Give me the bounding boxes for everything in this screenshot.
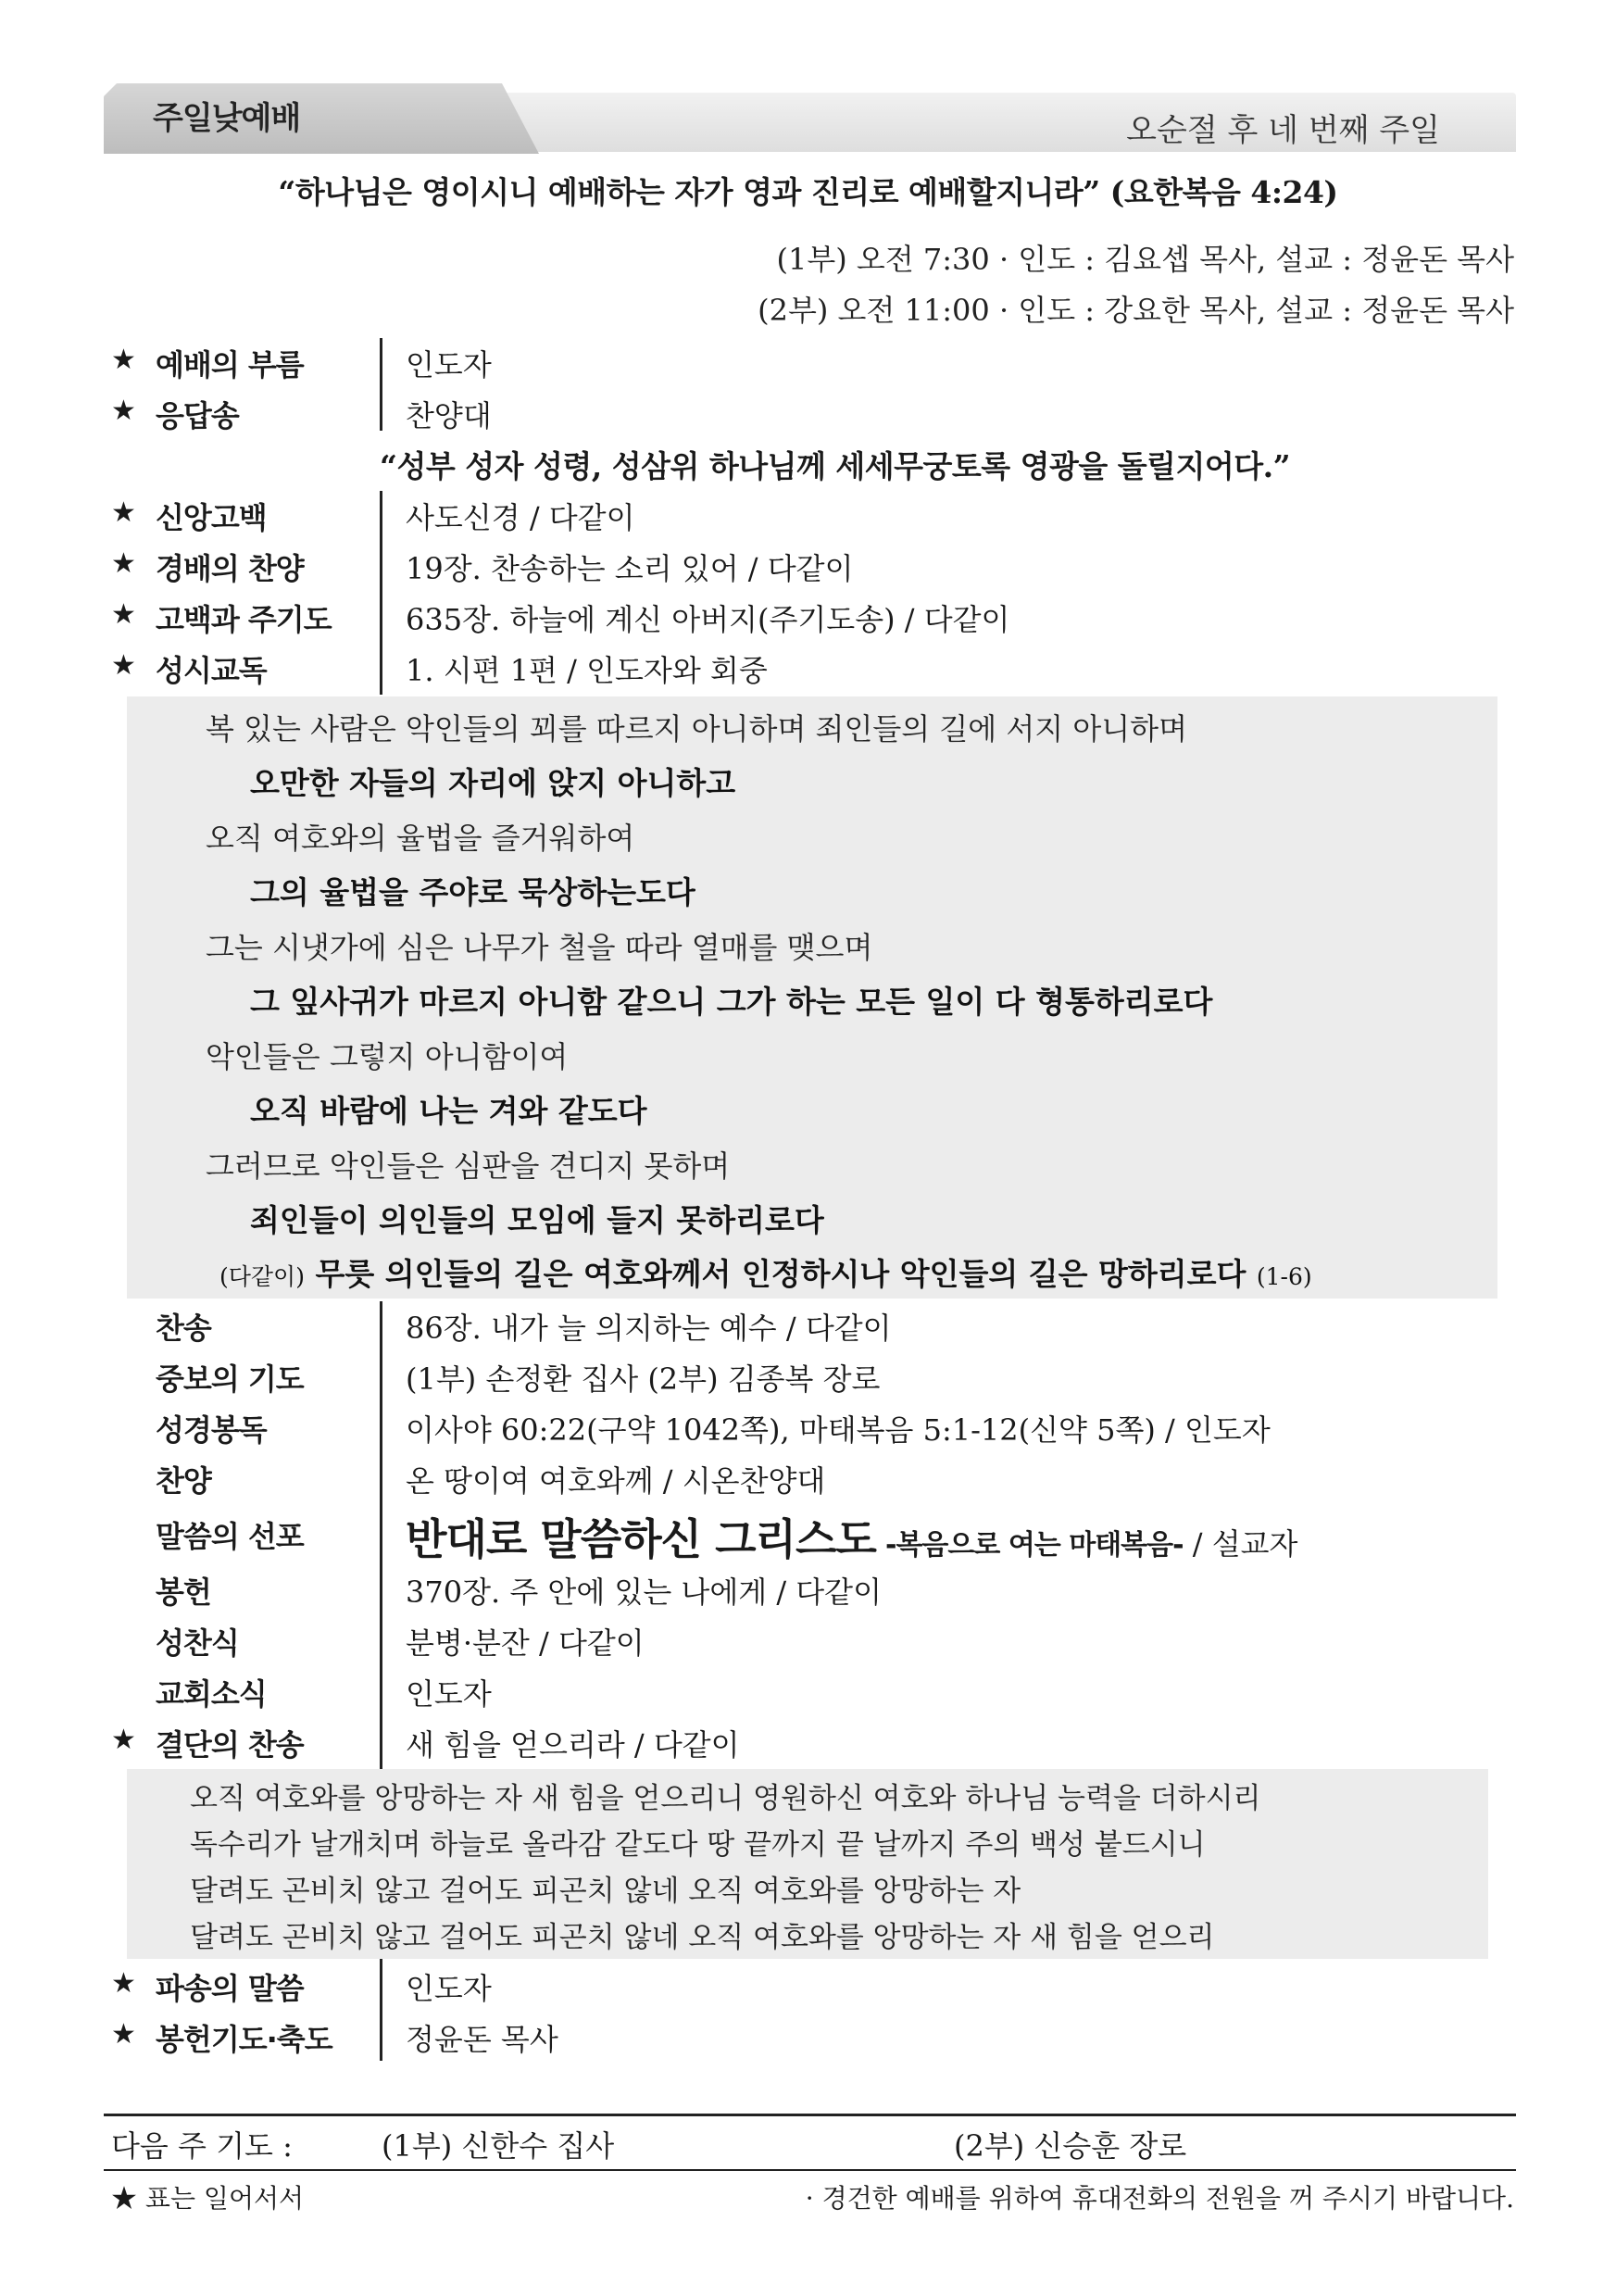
psalm-line-congregation: 죄인들이 의인들의 모임에 들지 못하리로다 <box>250 1202 824 1238</box>
service-title: 주일낮예배 <box>153 100 301 137</box>
sermon-title: 반대로 말씀하신 그리스도 <box>406 1514 876 1564</box>
order-value: 1. 시편 1편 / 인도자와 회중 <box>406 653 768 688</box>
service-time-first: (1부) 오전 7:30 · 인도 : 김요셉 목사, 설교 : 정윤돈 목사 <box>776 242 1514 277</box>
standing-star-icon: ★ <box>111 2018 136 2051</box>
order-value: 온 땅이여 여호와께 / 시온찬양대 <box>406 1463 826 1499</box>
order-resolution-hymn <box>111 1718 1500 1768</box>
psalm-reference: (1-6) <box>1256 1263 1312 1290</box>
order-value <box>406 1506 1297 1567</box>
order-label: 응답송 <box>156 398 239 433</box>
standing-note: ★ 표는 일어서서 <box>111 2183 305 2214</box>
order-label: 성시교독 <box>156 653 267 688</box>
order-value: 인도자 <box>406 1971 492 2006</box>
order-label: 파송의 말씀 <box>156 1971 304 2006</box>
order-value: 635장. 하늘에 계신 아버지(주기도송) / 다같이 <box>406 602 1010 637</box>
order-label: 성경봉독 <box>156 1412 267 1448</box>
standing-star-icon: ★ <box>111 1967 136 2000</box>
psalm-line-leader: 그는 시냇가에 심은 나무가 철을 따라 열매를 맺으며 <box>206 930 873 965</box>
sermon-preacher: / 설교자 <box>1192 1526 1298 1562</box>
next-week-prayer-second: (2부) 신승훈 장로 <box>954 2128 1187 2164</box>
psalm-line-congregation: 오만한 자들의 자리에 앉지 아니하고 <box>250 765 736 801</box>
order-label: 결단의 찬송 <box>156 1727 304 1763</box>
hymn-lyric-line: 달려도 곤비치 않고 걸어도 피곤치 않네 오직 여호와를 앙망하는 자 새 힘을 얻으리 <box>190 1921 1215 1954</box>
psalm-line-leader: 복 있는 사람은 악인들의 꾀를 따르지 아니하며 죄인들의 길에 서지 아니하며 <box>206 711 1187 747</box>
order-hymn <box>111 1301 1500 1351</box>
sermon-subtitle: -복음으로 여는 마태복음- <box>885 1529 1184 1562</box>
order-value: 인도자 <box>406 347 492 383</box>
standing-star-icon: ★ <box>111 547 136 580</box>
order-value: 새 힘을 얻으리라 / 다같이 <box>406 1727 740 1763</box>
psalm-all-prefix: (다같이) <box>219 1263 305 1290</box>
order-label: 중보의 기도 <box>156 1361 304 1397</box>
psalm-line-congregation: 그 잎사귀가 마르지 아니함 같으니 그가 하는 모든 일이 다 형통하리로다 <box>250 984 1213 1020</box>
order-label: 경배의 찬양 <box>156 551 304 586</box>
standing-star-icon: ★ <box>111 1724 136 1756</box>
order-label: 고백과 주기도 <box>156 602 332 637</box>
theme-verse: “하나님은 영이시니 예배하는 자가 영과 진리로 예배할지니라” (요한복음 4:24) <box>278 174 1338 210</box>
standing-star-icon: ★ <box>111 598 136 631</box>
order-sermon <box>111 1510 1500 1564</box>
hymn-lyric-line: 독수리가 날개치며 하늘로 올라감 같도다 땅 끝까지 끝 날까지 주의 백성 붙드시니 <box>190 1828 1206 1862</box>
order-sending <box>111 1962 1500 2012</box>
next-week-prayer-label: 다음 주 기도 : <box>111 2128 293 2164</box>
order-label: 찬양 <box>156 1463 211 1499</box>
next-week-prayer-first: (1부) 신한수 집사 <box>382 2128 615 2164</box>
order-value: (1부) 손정환 집사 (2부) 김종복 장로 <box>406 1361 881 1397</box>
order-creed <box>111 491 1500 541</box>
doxology-text: “성부 성자 성령, 성삼위 하나님께 세세무궁토록 영광을 돌릴지어다.” <box>380 448 1291 484</box>
standing-star-icon: ★ <box>111 344 136 376</box>
phone-notice: · 경건한 예배를 위하여 휴대전화의 전원을 꺼 주시기 바랍니다. <box>805 2183 1514 2214</box>
order-value: 분병·분잔 / 다같이 <box>406 1625 645 1661</box>
order-value: 인도자 <box>406 1676 492 1712</box>
service-time-second: (2부) 오전 11:00 · 인도 : 강요한 목사, 설교 : 정윤돈 목사 <box>758 293 1514 328</box>
liturgical-week: 오순절 후 네 번째 주일 <box>1126 112 1440 149</box>
psalm-line-leader: 오직 여호와의 율법을 즐거워하여 <box>206 821 635 856</box>
order-response <box>111 389 1500 439</box>
order-call-to-worship <box>111 338 1500 388</box>
order-label: 봉헌기도·축도 <box>156 2022 332 2057</box>
order-value: 사도신경 / 다같이 <box>406 500 635 535</box>
order-value: 370장. 주 안에 있는 나에게 / 다같이 <box>406 1575 883 1610</box>
order-value: 찬양대 <box>406 398 492 433</box>
psalm-all-text: 무릇 의인들의 길은 여호와께서 인정하시나 악인들의 길은 망하리로다 <box>315 1256 1246 1292</box>
order-intercession <box>111 1352 1500 1402</box>
order-value: 정윤돈 목사 <box>406 2022 558 2057</box>
psalm-line-congregation: 그의 율법을 주야로 묵상하는도다 <box>250 874 695 910</box>
order-label: 성찬식 <box>156 1625 239 1661</box>
order-value: 86장. 내가 늘 의지하는 예수 / 다같이 <box>406 1311 892 1346</box>
psalm-line-leader: 그러므로 악인들은 심판을 견디지 못하며 <box>206 1148 731 1184</box>
footer-rule-bottom <box>104 2169 1516 2171</box>
psalm-line-leader: 악인들은 그렇지 아니함이여 <box>206 1039 569 1074</box>
order-benediction <box>111 2013 1500 2063</box>
order-label: 말씀의 선포 <box>156 1519 304 1554</box>
order-label: 찬송 <box>156 1311 211 1346</box>
hymn-lyric-line: 오직 여호와를 앙망하는 자 새 힘을 얻으리니 영원하신 여호와 하나님 능력을 더하시리 <box>190 1782 1261 1815</box>
psalm-line-congregation: 오직 바람에 나는 겨와 같도다 <box>250 1093 647 1129</box>
footer-rule-top <box>104 2114 1516 2116</box>
order-anthem <box>111 1454 1500 1504</box>
order-value: 19장. 찬송하는 소리 있어 / 다같이 <box>406 551 854 586</box>
order-label: 예배의 부름 <box>156 347 304 383</box>
order-label: 신앙고백 <box>156 500 267 535</box>
order-responsive-reading <box>111 644 1500 694</box>
hymn-lyric-line: 달려도 곤비치 않고 걸어도 피곤치 않네 오직 여호와를 앙망하는 자 <box>190 1875 1021 1908</box>
order-praise <box>111 542 1500 592</box>
order-label: 교회소식 <box>156 1676 267 1712</box>
order-communion <box>111 1616 1500 1666</box>
standing-star-icon: ★ <box>111 649 136 682</box>
standing-star-icon: ★ <box>111 395 136 427</box>
order-scripture <box>111 1403 1500 1453</box>
order-church-news <box>111 1667 1500 1717</box>
psalm-line-all <box>219 1250 1312 1294</box>
order-label: 봉헌 <box>156 1575 211 1610</box>
order-offering <box>111 1565 1500 1615</box>
standing-star-icon: ★ <box>111 496 136 529</box>
order-confession <box>111 593 1500 643</box>
order-value: 이사야 60:22(구약 1042쪽), 마태복음 5:1-12(신약 5쪽) / 인도자 <box>406 1412 1271 1448</box>
